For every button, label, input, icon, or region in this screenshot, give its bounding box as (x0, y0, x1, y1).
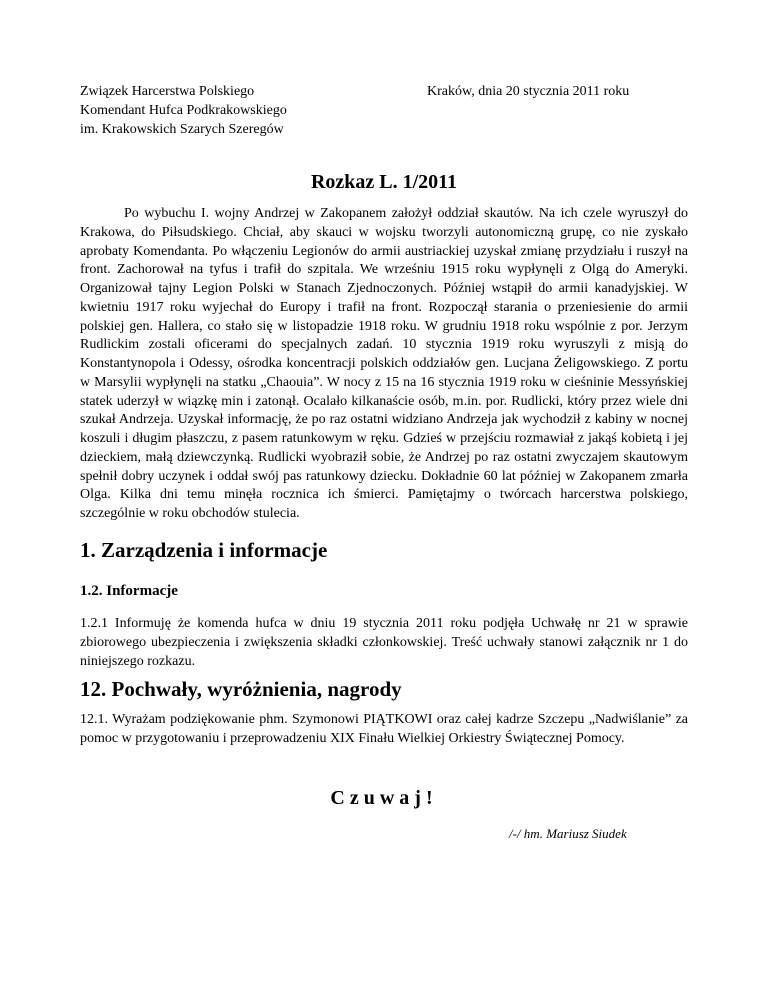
salute: Czuwaj! (330, 787, 438, 809)
patron-name: im. Krakowskich Szarych Szeregów (80, 122, 284, 137)
organization-name: Związek Harcerstwa Polskiego (80, 84, 255, 99)
organization-block (80, 82, 287, 139)
section-1-2-1-paragraph: 1.2.1 Informuję że komenda hufca w dniu 19 stycznia 2011 roku podjęła Uchwałę nr 21 w sprawie zbiorowego ubezpieczenia i zwiększenia składki członkowskiej. Treść uchwały stanowi załącznik nr 1 do niniejszego rozkazu. (80, 616, 688, 669)
place-date: Kraków, dnia 20 stycznia 2011 roku (427, 84, 630, 99)
section-12-heading: 12. Pochwały, wyróżnienia, nagrody (80, 677, 402, 701)
section-1-2-heading: 1.2. Informacje (80, 583, 178, 599)
intro-paragraph: Po wybuchu I. wojny Andrzej w Zakopanem założył oddział skautów. Na ich czele wyruszył do Krakowa, do Piłsudskiego. Chciał, aby skauci w wojsku tworzyli autonomiczną grupę, co nie zyskało aprobaty Komendanta. Po włączeniu Legionów do armii austriackiej uzyskał zmianę przydziału i ruszył na front. Zachorował na tyfus i trafił do szpitala. We wrześniu 1915 roku wypłynęli z Olgą do Ameryki. Organizował tajny Legion Polski w Stanach Zjednoczonych. Później wstąpił do armii kanadyjskiej. W kwietniu 1917 roku wyjechał do Europy i trafił na front. Rozpoczął starania o przeniesienie do armii polskiej gen. Hallera, co stało się w listopadzie 1918 roku. W grudniu 1918 roku wspólnie z por. Jerzym Rudlickim zostali oficerami do specjalnych zadań. 10 stycznia 1919 roku wyruszyli z misją do Konstantynopola i Odessy, ośrodka koncentracji polskich oddziałów gen. Lucjana Żeligowskiego. Z portu w Marsylii wypłynęli na statku „Chaouia”. W nocy z 15 na 16 stycznia 1919 roku w cieśninie Messyńskiej statek uderzył w wiązkę min i zatonął. Ocalało kilkanaście osób, m.in. por. Rudlicki, który przez wiele dni szukał Andrzeja. Uzyskał informację, że po raz ostatni widziano Andrzeja jak wychodził z kabiny w nocnej koszuli i długim płaszczu, z pasem ratunkowym w ręku. Gdzieś w przejściu rozmawiał z jakąś kobietą i jej dzieckiem, małą dziewczynką. Rudlicki wyobraził sobie, że Andrzej po raz ostatni zwyczajem skautowym spełnił dobry uczynek i oddał swój pas ratunkowy dziecku. Dokładnie 60 lat później w Zakopanem zmarła Olga. Kilka dni temu minęła rocznica ich śmierci. Pamiętajmy o twórcach harcerstwa polskiego, szczególnie w roku obchodów stulecia. (80, 206, 688, 521)
order-title: Rozkaz L. 1/2011 (310, 171, 458, 193)
section-12-1-paragraph: 12.1. Wyrażam podziękowanie phm. Szymonowi PIĄTKOWI oraz całej kadrze Szczepu „Nadwiślanie” za pomoc w przygotowaniu i przeprowadzeniu XIX Finału Wielkiej Orkiestry Świątecznej Pomocy. (80, 712, 688, 746)
commander-title: Komendant Hufca Podkrakowskiego (80, 103, 287, 118)
signature: /-/ hm. Mariusz Siudek (509, 826, 627, 841)
section-1-heading: 1. Zarządzenia i informacje (80, 538, 328, 562)
